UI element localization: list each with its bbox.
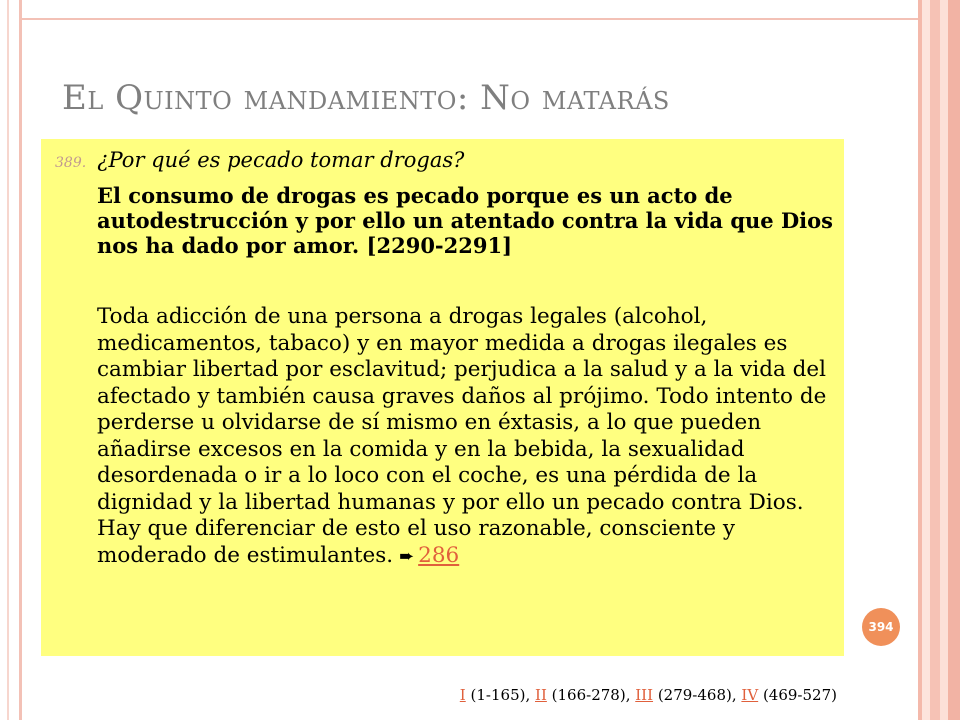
section-link-2[interactable]: II: [535, 686, 547, 704]
section-range-4: (469-527): [762, 686, 837, 704]
commentary-text: Toda adicción de una persona a drogas legales (alcohol, medicamentos, tabaco) y en mayor medida a drogas ilegales es cambiar libertad por esclavitud; perjudica a la salud y a la vida del afectado y también causa graves daños al prójimo. Todo intento de perderse u olvidarse de sí mismo en éxtasis, a lo que pueden añadirse excesos en la comida y en la bebida, la sexualidad desordenada o ir a lo loco con el coche, es una pérdida de la dignidad y la libertad humanas y por ello un pecado contra Dios. Hay que diferenciar de esto el uso razonable, consciente y moderado de estimulantes.: [97, 304, 827, 568]
section-link-4[interactable]: IV: [741, 686, 759, 704]
slide-top-border: [22, 0, 920, 20]
slide-left-border: [0, 0, 22, 720]
commentary-paragraph: [97, 304, 839, 570]
section-link-3[interactable]: III: [635, 686, 654, 704]
question-text: ¿Por qué es pecado tomar drogas?: [97, 148, 465, 172]
question-line: [55, 148, 835, 176]
section-range-3: (279-468),: [657, 686, 737, 704]
answer-text: El consumo de drogas es pecado porque es un acto de autodestrucción y por ello un atentado contra la vida que Dios nos ha dado por amor. [2290-2291]: [97, 183, 833, 258]
section-link-1[interactable]: I: [459, 686, 466, 704]
slide-title: El Quinto mandamiento: No matarás: [62, 78, 670, 118]
slide-left-border-line: [7, 0, 9, 720]
question-number: 389.: [55, 155, 87, 171]
right-stripe: [940, 0, 948, 720]
page-number-badge: 394: [862, 608, 900, 646]
section-range-2: (166-278),: [551, 686, 631, 704]
right-stripe: [948, 0, 960, 720]
arrow-right-icon: ➨: [399, 545, 415, 567]
reference-link[interactable]: 286: [418, 542, 460, 568]
section-range-1: (1-165),: [470, 686, 531, 704]
right-stripe: [930, 0, 940, 720]
right-stripe: [922, 0, 930, 720]
footer-section-nav: [460, 686, 837, 706]
